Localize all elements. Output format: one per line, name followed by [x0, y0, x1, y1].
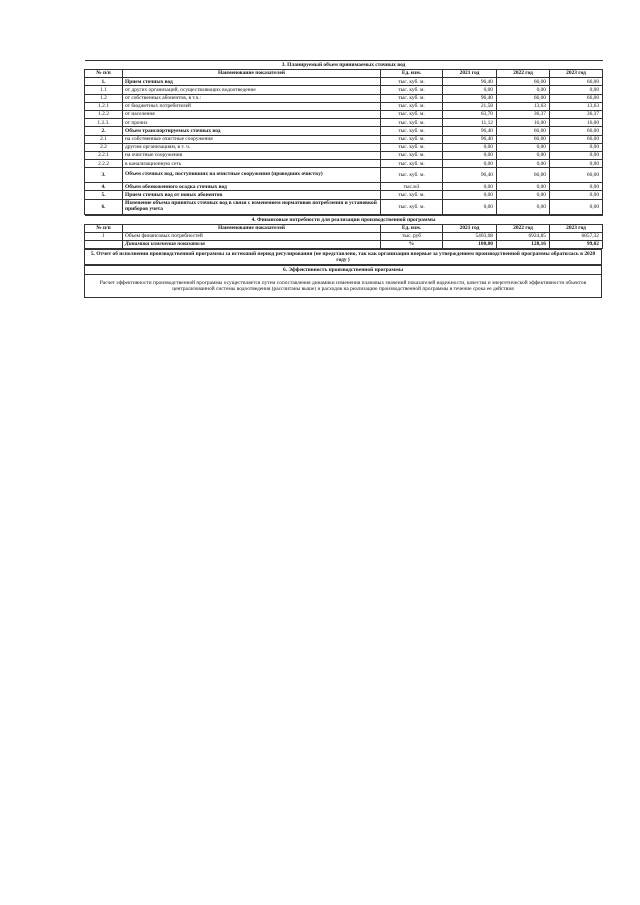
value-2022: 66,00 [497, 168, 550, 183]
section6-title-row [85, 266, 602, 275]
row-number: 2. [85, 127, 123, 135]
row-number: 2.2.2 [85, 160, 123, 168]
value-2022: 66,00 [497, 94, 550, 102]
value-2022: 0,00 [497, 191, 550, 199]
value-2021: 96,40 [443, 135, 497, 143]
value-2022: 6924,85 [497, 232, 550, 240]
table-row [85, 78, 603, 86]
value-2023: 6857,32 [550, 232, 603, 240]
value-2021: 96,40 [443, 127, 497, 135]
value-2021: 0,00 [443, 160, 497, 168]
row-number: 1.2.1 [85, 102, 123, 110]
value-2023: 0,00 [550, 86, 603, 94]
row-unit: тыс. куб. м. [381, 94, 443, 102]
table-row [85, 160, 603, 168]
row-unit: тыс. куб. м. [381, 86, 443, 94]
row-name: от бюджетных потребителей [123, 102, 381, 110]
table-row [85, 191, 603, 199]
table-row [85, 102, 603, 110]
table-row [85, 199, 603, 214]
value-2021: 0,00 [443, 199, 497, 214]
row-unit: тыс.м3 [381, 183, 443, 191]
value-2023: 36,37 [550, 110, 603, 118]
row-name: другим организациям, в т. ч. [123, 143, 381, 151]
value-2022: 0,00 [497, 86, 550, 94]
row-number: 1.2.2 [85, 110, 123, 118]
header-name: Наименование показателей [123, 224, 381, 232]
section3-table [84, 60, 603, 215]
row-number: 1. [85, 78, 123, 86]
table-row [85, 232, 603, 240]
header-unit: Ед. изм. [381, 224, 443, 232]
header-num: № п/п [85, 224, 123, 232]
row-name: от прочих [123, 119, 381, 127]
row-name: Объем обезвоженного осадка сточных вод [123, 183, 381, 191]
section3-header-row [85, 70, 603, 78]
value-2023: 66,00 [550, 135, 603, 143]
row-name: от собственных абонентов, в т.ч.: [123, 94, 381, 102]
value-2023: 13,63 [550, 102, 603, 110]
header-name: Наименование показателей [123, 70, 381, 78]
header-2023: 2023 год [550, 224, 603, 232]
value-2023: 99,02 [550, 241, 603, 249]
header-2021: 2021 год [443, 70, 497, 78]
value-2023: 0,00 [550, 183, 603, 191]
document-page [84, 60, 602, 298]
row-number: 3. [85, 168, 123, 183]
row-unit: тыс. куб. м. [381, 199, 443, 214]
table-row [85, 110, 603, 118]
row-name: от населения [123, 110, 381, 118]
value-2021: 100,00 [443, 241, 497, 249]
section5-title: 5. Отчет об исполнении производственной программы за истекший период регулирования (не представлено, так как организация впервые за утверждением производственной программы обратилась в 2020 году ) [85, 250, 602, 265]
row-unit: тыс. куб. м. [381, 127, 443, 135]
value-2023: 0,00 [550, 151, 603, 159]
value-2021: 11,12 [443, 119, 497, 127]
value-2021: 0,00 [443, 191, 497, 199]
row-number: 1 [85, 232, 123, 240]
row-unit: тыс. руб [381, 232, 443, 240]
header-2023: 2023 год [550, 70, 603, 78]
row-number: 2.2.1 [85, 151, 123, 159]
table-row [85, 241, 603, 249]
section4-table [84, 215, 603, 250]
table-row [85, 183, 603, 191]
header-2021: 2021 год [443, 224, 497, 232]
row-number: 1.2 [85, 94, 123, 102]
value-2023: 66,00 [550, 127, 603, 135]
row-name: Объем сточных вод, поступивших на очистные сооружения (проведших очистку) [123, 168, 381, 183]
value-2023: 66,00 [550, 94, 603, 102]
value-2023: 66,00 [550, 168, 603, 183]
section3-title-row [85, 61, 603, 70]
header-unit: Ед. изм. [381, 70, 443, 78]
value-2021: 0,00 [443, 151, 497, 159]
section6-table [84, 265, 602, 298]
row-name: на очистные сооружения [123, 151, 381, 159]
value-2022: 0,00 [497, 199, 550, 214]
row-unit: % [381, 241, 443, 249]
row-name: Прием сточных вод [123, 78, 381, 86]
table-row [85, 143, 603, 151]
value-2022: 36,37 [497, 110, 550, 118]
header-2022: 2022 год [497, 224, 550, 232]
value-2022: 0,00 [497, 151, 550, 159]
row-number: 4. [85, 183, 123, 191]
table-row [85, 168, 603, 183]
row-unit: тыс. куб. м. [381, 102, 443, 110]
value-2023: 0,00 [550, 160, 603, 168]
value-2022: 66,00 [497, 135, 550, 143]
value-2023: 0,00 [550, 199, 603, 214]
value-2021: 96,40 [443, 78, 497, 86]
value-2021: 21,58 [443, 102, 497, 110]
value-2022: 0,00 [497, 160, 550, 168]
row-number [85, 241, 123, 249]
row-unit: тыс. куб. м. [381, 168, 443, 183]
row-unit: тыс. куб. м. [381, 151, 443, 159]
row-number: 6. [85, 199, 123, 214]
table-row [85, 151, 603, 159]
section5-table [84, 249, 602, 265]
value-2021: 0,00 [443, 143, 497, 151]
header-2022: 2022 год [497, 70, 550, 78]
value-2022: 66,00 [497, 127, 550, 135]
header-num: № п/п [85, 70, 123, 78]
row-unit: тыс. куб. м. [381, 191, 443, 199]
table-row [85, 119, 603, 127]
section3-title: 3. Планируемый объем принимаемых сточных вод [85, 61, 603, 70]
value-2023: 66,00 [550, 78, 603, 86]
value-2022: 16,00 [497, 119, 550, 127]
row-name: Изменение объема принятых сточных вод в связи с изменением нормативов потребления и установкой приборов учета [123, 199, 381, 214]
row-name: Объем транспортируемых сточных вод [123, 127, 381, 135]
value-2022: 66,00 [497, 78, 550, 86]
row-unit: тыс. куб. м. [381, 160, 443, 168]
row-unit: тыс. куб. м. [381, 143, 443, 151]
row-unit: тыс. куб. м. [381, 78, 443, 86]
table-row [85, 94, 603, 102]
value-2022: 0,00 [497, 183, 550, 191]
row-number: 2.1 [85, 135, 123, 143]
section6-title: 6. Эффективность производственной программы [85, 266, 602, 275]
section4-title: 4. Финансовые потребности для реализации производственной программы [85, 215, 603, 224]
section5-row [85, 250, 602, 265]
value-2021: 0,00 [443, 183, 497, 191]
table-row [85, 127, 603, 135]
row-name: Динамика изменения показателя [123, 241, 381, 249]
row-name: в канализационную сеть [123, 160, 381, 168]
value-2023: 0,00 [550, 143, 603, 151]
value-2021: 96,40 [443, 168, 497, 183]
row-number: 1.2.3. [85, 119, 123, 127]
value-2021: 96,40 [443, 94, 497, 102]
table-row [85, 86, 603, 94]
section6-text: Расчет эффективности производственной программы осуществляется путем сопоставления динамики изменения плановых значений показателей надежности, качества и энергетической эффективности объектов централизованной системы водоотведения (рассчитаны выше) и расходов на реализацию производственной программы в течение срока ее действия [85, 275, 602, 298]
row-number: 1.1 [85, 86, 123, 94]
row-unit: тыс. куб. м. [381, 110, 443, 118]
value-2023: 0,00 [550, 191, 603, 199]
row-unit: тыс. куб. м. [381, 135, 443, 143]
row-number: 5. [85, 191, 123, 199]
row-name: от других организаций, осуществляющих водоотведение [123, 86, 381, 94]
value-2023: 16,00 [550, 119, 603, 127]
value-2022: 13,63 [497, 102, 550, 110]
value-2022: 128,16 [497, 241, 550, 249]
section4-header-row [85, 224, 603, 232]
row-unit: тыс. куб. м. [381, 119, 443, 127]
table-row [85, 135, 603, 143]
row-name: Объем финансовых потребностей [123, 232, 381, 240]
value-2021: 0,00 [443, 86, 497, 94]
value-2021: 5403,08 [443, 232, 497, 240]
row-name: Прием сточных вод от новых абонентов [123, 191, 381, 199]
value-2021: 63,70 [443, 110, 497, 118]
section4-title-row [85, 215, 603, 224]
value-2022: 0,00 [497, 143, 550, 151]
row-number: 2.2 [85, 143, 123, 151]
section6-text-row [85, 275, 602, 298]
row-name: на собственные очистные сооружения [123, 135, 381, 143]
